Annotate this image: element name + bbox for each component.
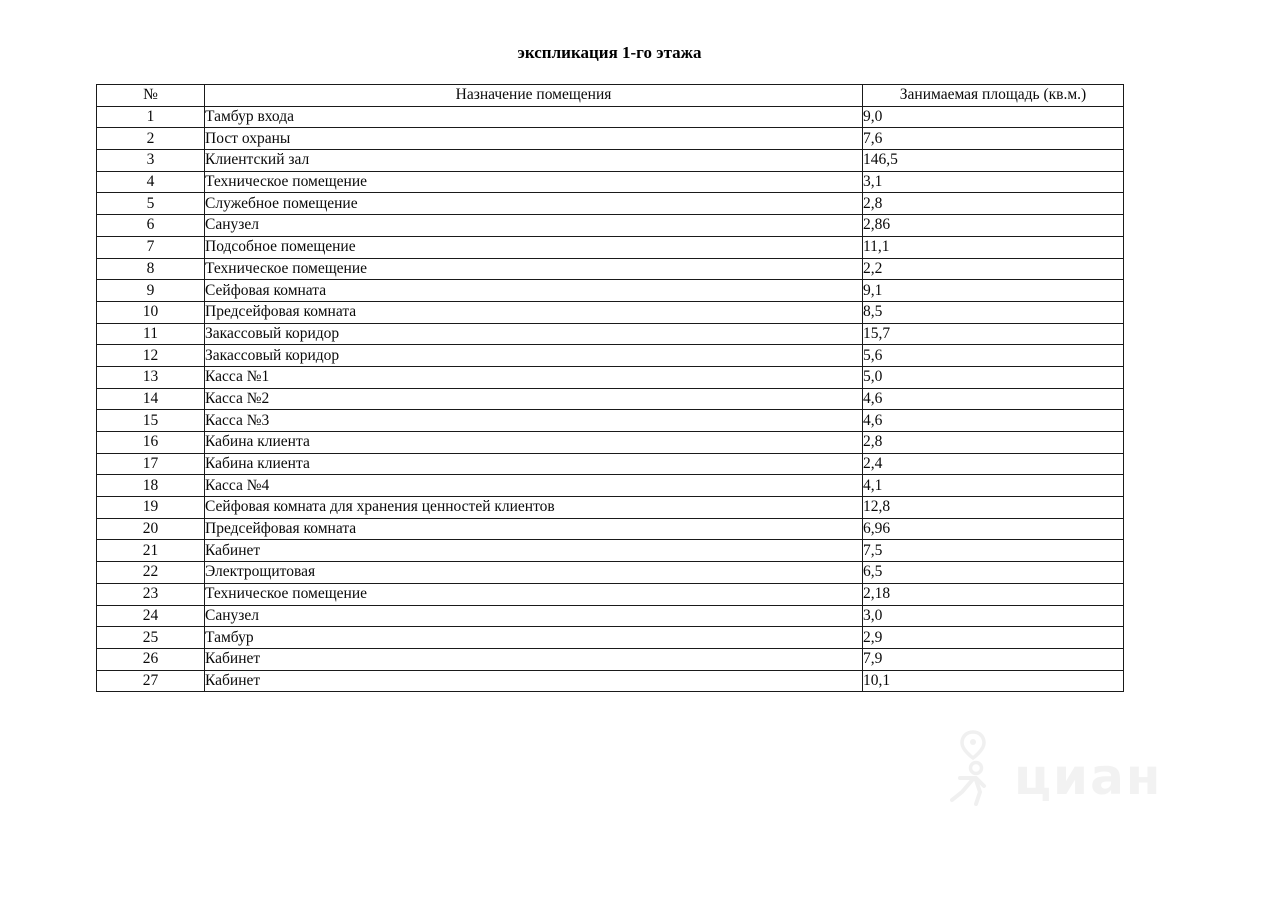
header-room-purpose: Назначение помещения [205, 85, 863, 107]
table-row [97, 605, 1124, 627]
row-number-cell: 15 [97, 410, 205, 432]
table-row [97, 562, 1124, 584]
room-name-cell: Санузел [205, 605, 863, 627]
table-row [97, 301, 1124, 323]
row-number-cell: 24 [97, 605, 205, 627]
area-value-cell: 2,8 [863, 432, 1124, 454]
table-row [97, 453, 1124, 475]
row-number-cell: 6 [97, 215, 205, 237]
row-number-cell: 1 [97, 106, 205, 128]
row-number-cell: 21 [97, 540, 205, 562]
table-row [97, 280, 1124, 302]
cian-watermark [946, 728, 1162, 806]
table-row [97, 215, 1124, 237]
cian-logo-icon [946, 728, 1004, 806]
area-value-cell: 3,1 [863, 171, 1124, 193]
room-name-cell: Закассовый коридор [205, 323, 863, 345]
row-number-cell: 19 [97, 497, 205, 519]
room-name-cell: Тамбур [205, 627, 863, 649]
area-value-cell: 2,18 [863, 583, 1124, 605]
table-row [97, 627, 1124, 649]
area-value-cell: 7,9 [863, 648, 1124, 670]
area-value-cell: 9,1 [863, 280, 1124, 302]
area-value-cell: 2,9 [863, 627, 1124, 649]
table-row [97, 366, 1124, 388]
explication-table [96, 84, 1124, 692]
room-name-cell: Служебное помещение [205, 193, 863, 215]
room-name-cell: Санузел [205, 215, 863, 237]
row-number-cell: 7 [97, 236, 205, 258]
room-name-cell: Техническое помещение [205, 583, 863, 605]
row-number-cell: 20 [97, 518, 205, 540]
row-number-cell: 22 [97, 562, 205, 584]
row-number-cell: 2 [97, 128, 205, 150]
table-row [97, 388, 1124, 410]
room-name-cell: Кабинет [205, 670, 863, 692]
area-value-cell: 5,0 [863, 366, 1124, 388]
table-row [97, 171, 1124, 193]
row-number-cell: 25 [97, 627, 205, 649]
area-value-cell: 5,6 [863, 345, 1124, 367]
row-number-cell: 14 [97, 388, 205, 410]
room-name-cell: Предсейфовая комната [205, 301, 863, 323]
row-number-cell: 17 [97, 453, 205, 475]
page-title: экспликация 1-го этажа [517, 43, 702, 62]
area-value-cell: 7,6 [863, 128, 1124, 150]
row-number-cell: 5 [97, 193, 205, 215]
room-name-cell: Клиентский зал [205, 150, 863, 172]
area-value-cell: 7,5 [863, 540, 1124, 562]
table-row [97, 497, 1124, 519]
area-value-cell: 6,96 [863, 518, 1124, 540]
room-name-cell: Предсейфовая комната [205, 518, 863, 540]
table-row [97, 648, 1124, 670]
table-row [97, 323, 1124, 345]
row-number-cell: 23 [97, 583, 205, 605]
room-name-cell: Кабинет [205, 648, 863, 670]
row-number-cell: 12 [97, 345, 205, 367]
row-number-cell: 13 [97, 366, 205, 388]
room-name-cell: Касса №1 [205, 366, 863, 388]
table-header-row [97, 85, 1124, 107]
header-occupied-area: Занимаемая площадь (кв.м.) [863, 85, 1124, 107]
area-value-cell: 2,8 [863, 193, 1124, 215]
area-value-cell: 4,6 [863, 388, 1124, 410]
table-row [97, 236, 1124, 258]
area-value-cell: 10,1 [863, 670, 1124, 692]
room-name-cell: Техническое помещение [205, 171, 863, 193]
row-number-cell: 26 [97, 648, 205, 670]
table-row [97, 432, 1124, 454]
room-name-cell: Сейфовая комната для хранения ценностей клиентов [205, 497, 863, 519]
table-row [97, 345, 1124, 367]
area-value-cell: 15,7 [863, 323, 1124, 345]
table-row [97, 410, 1124, 432]
table-row [97, 106, 1124, 128]
row-number-cell: 9 [97, 280, 205, 302]
table-row [97, 583, 1124, 605]
table-row [97, 670, 1124, 692]
table-row [97, 475, 1124, 497]
room-name-cell: Техническое помещение [205, 258, 863, 280]
header-number: № [97, 85, 205, 107]
area-value-cell: 4,6 [863, 410, 1124, 432]
area-value-cell: 2,86 [863, 215, 1124, 237]
table-row [97, 540, 1124, 562]
table-row [97, 518, 1124, 540]
room-name-cell: Кабина клиента [205, 432, 863, 454]
room-name-cell: Пост охраны [205, 128, 863, 150]
area-value-cell: 9,0 [863, 106, 1124, 128]
area-value-cell: 11,1 [863, 236, 1124, 258]
area-value-cell: 6,5 [863, 562, 1124, 584]
table-row [97, 258, 1124, 280]
row-number-cell: 18 [97, 475, 205, 497]
room-name-cell: Касса №4 [205, 475, 863, 497]
room-name-cell: Кабинет [205, 540, 863, 562]
area-value-cell: 12,8 [863, 497, 1124, 519]
table-row [97, 150, 1124, 172]
area-value-cell: 146,5 [863, 150, 1124, 172]
area-value-cell: 4,1 [863, 475, 1124, 497]
room-name-cell: Подсобное помещение [205, 236, 863, 258]
area-value-cell: 2,4 [863, 453, 1124, 475]
area-value-cell: 2,2 [863, 258, 1124, 280]
row-number-cell: 11 [97, 323, 205, 345]
area-value-cell: 8,5 [863, 301, 1124, 323]
room-name-cell: Электрощитовая [205, 562, 863, 584]
table-row [97, 193, 1124, 215]
row-number-cell: 4 [97, 171, 205, 193]
room-name-cell: Сейфовая комната [205, 280, 863, 302]
room-name-cell: Закассовый коридор [205, 345, 863, 367]
room-name-cell: Кабина клиента [205, 453, 863, 475]
table-row [97, 128, 1124, 150]
row-number-cell: 3 [97, 150, 205, 172]
row-number-cell: 16 [97, 432, 205, 454]
watermark-text: циан [1014, 748, 1163, 806]
row-number-cell: 27 [97, 670, 205, 692]
room-name-cell: Касса №2 [205, 388, 863, 410]
row-number-cell: 8 [97, 258, 205, 280]
room-name-cell: Касса №3 [205, 410, 863, 432]
room-name-cell: Тамбур входа [205, 106, 863, 128]
area-value-cell: 3,0 [863, 605, 1124, 627]
row-number-cell: 10 [97, 301, 205, 323]
